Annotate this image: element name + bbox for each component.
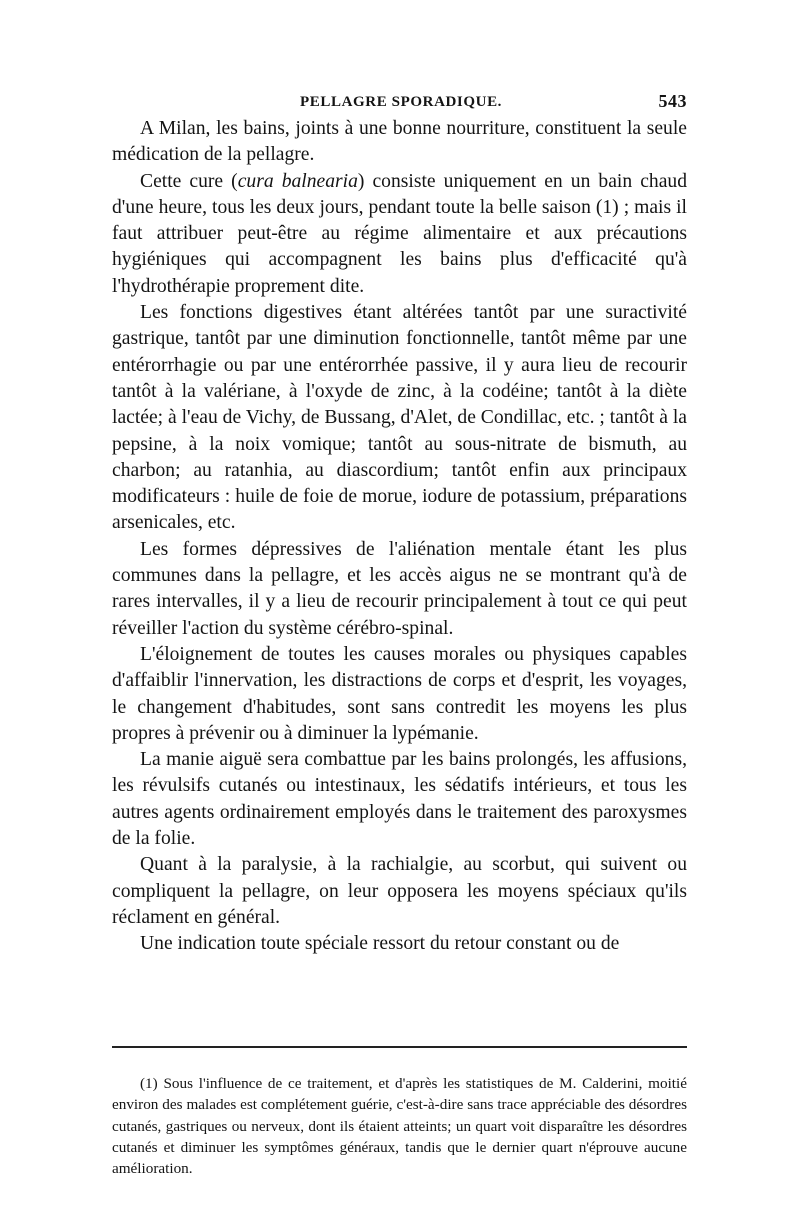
body-text — [112, 116, 687, 958]
book-page — [112, 90, 688, 1178]
paragraph-text: Cette cure ( — [140, 170, 238, 192]
paragraph-text: A Milan, les bains, joints à une bonne nourriture, constituent la seule médication de la pellagre. — [112, 118, 687, 166]
paragraph — [112, 116, 687, 169]
footnote-rule — [112, 1046, 687, 1048]
paragraph — [112, 852, 687, 931]
paragraph-text: Les fonctions digestives étant altérées tantôt par une suractivité gastrique, tantôt par une diminution fonctionnelle, tantôt même par une entérorrhagie ou par une entérorrhée passive, il y aura lieu de recourir tantôt à la valériane, à l'oxyde de zinc, à la codéine; tantôt à la diète lactée; à l'eau de Vichy, de Bussang, d'Alet, de Condillac, etc. ; tantôt à la pepsine, à la noix vomique; tantôt au sous-nitrate de bismuth, au charbon; au ratanhia, au diascordium; tantôt enfin aux principaux modificateurs : huile de foie de morue, iodure de potassium, préparations arsenicales, etc. — [112, 302, 688, 534]
paragraph-text: L'éloignement de toutes les causes morales ou physiques capables d'affaiblir l'innervation, les distractions de corps et d'esprit, les voyages, le changement d'habitudes, sont sans contredit les moyens les plus propres à prévenir ou à diminuer la lypémanie. — [112, 643, 687, 744]
paragraph — [112, 931, 687, 957]
paragraph — [112, 169, 687, 300]
paragraph — [112, 537, 687, 642]
paragraph — [112, 747, 687, 852]
paragraph-text: Une indication toute spéciale ressort du retour constant ou de — [140, 933, 620, 955]
paragraph-text: ) consiste uniquement en un bain chaud d'une heure, tous les deux jours, pendant toute la belle saison (1) ; mais il faut attribuer peut-être au régime alimentaire et aux précautions hygiéniques qui accompagnent les bains plus d'efficacité qu'à l'hydrothérapie proprement dite. — [112, 170, 688, 297]
paragraph — [112, 642, 687, 747]
paragraph — [112, 300, 687, 537]
running-title: PELLAGRE SPORADIQUE. — [300, 94, 503, 110]
page-number: 543 — [658, 91, 687, 111]
running-header — [112, 90, 687, 116]
paragraph-text: La manie aiguë sera combattue par les bains prolongés, les affusions, les révulsifs cutanés ou intestinaux, les sédatifs intérieurs, et tous les autres agents ordinairement employés dans le traitement des paroxysmes de la folie. — [112, 749, 687, 850]
paragraph-text: Quant à la paralysie, à la rachialgie, au scorbut, qui suivent ou compliquent la pellagre, on leur opposera les moyens spéciaux qu'ils réclament en général. — [112, 854, 687, 928]
paragraph-text: Les formes dépressives de l'aliénation mentale étant les plus communes dans la pellagre, et les accès aigus ne se montrant qu'à de rares intervalles, il y a lieu de recourir principalement à tout ce qui peut réveiller l'action du système cérébro-spinal. — [112, 538, 687, 639]
footnote: (1) Sous l'influence de ce traitement, et d'après les statistiques de M. Calderini, moitié environ des malades est complétement guérie, c'est-à-dire sans trace appréciable des désordres cutanés, gastriques ou nerveux, dont ils étaient atteints; un quart voit disparaître les désordres cutanés et diminuer les symptômes généraux, tandis que le dernier quart n'éprouve aucune amélioration. — [112, 1075, 687, 1178]
italic-term: cura balnearia — [237, 170, 358, 192]
